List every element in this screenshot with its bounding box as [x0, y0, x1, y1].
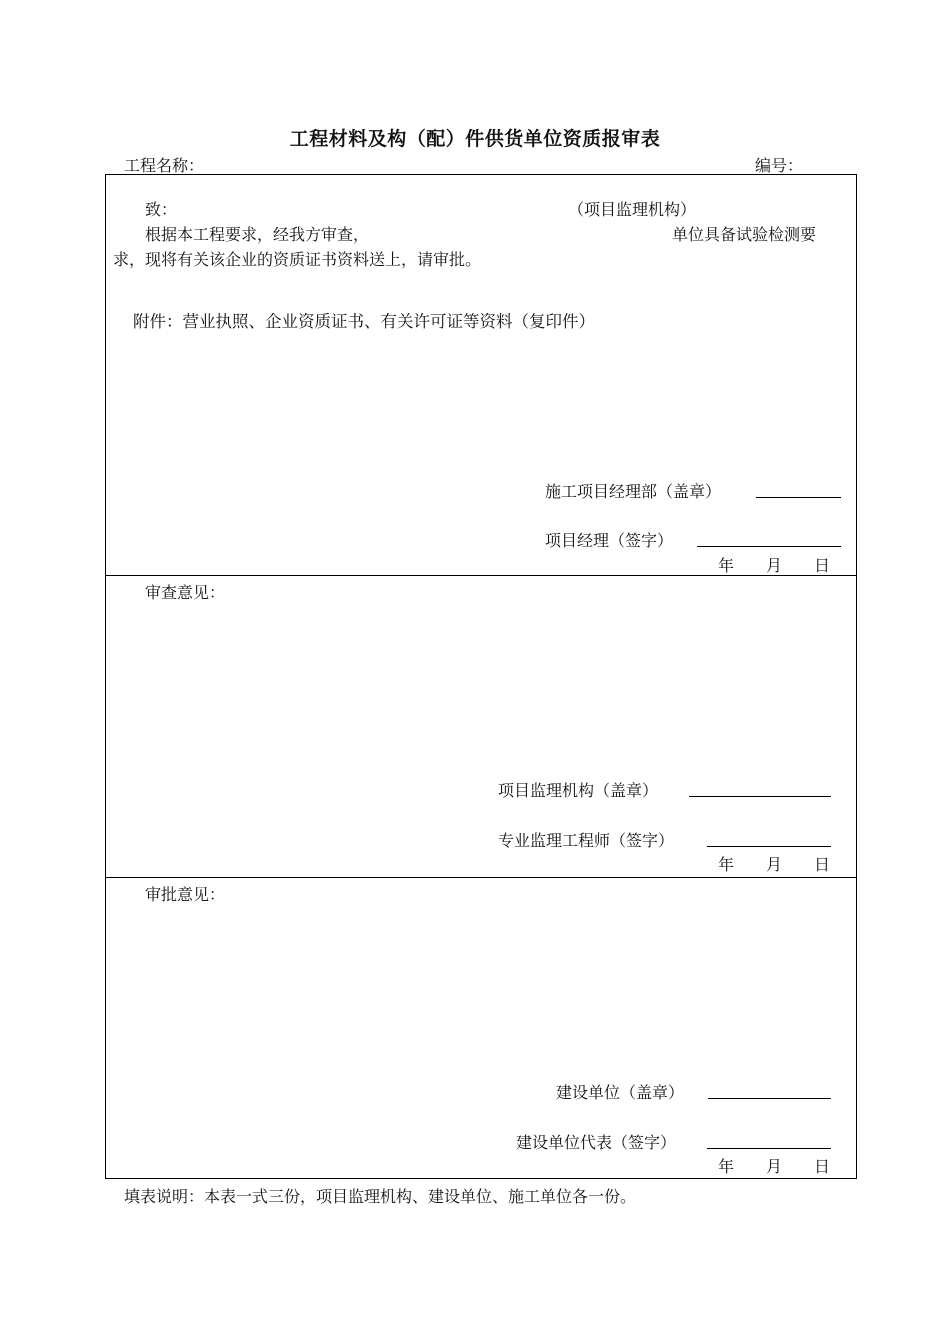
owner-seal-label: 建设单位（盖章）: [556, 1083, 685, 1102]
project-name-label: 工程名称：: [124, 156, 205, 175]
month-label: 月: [766, 556, 783, 575]
engineer-signature-label: 专业监理工程师（签字）: [498, 831, 675, 850]
supervision-seal-line[interactable]: [689, 796, 831, 797]
pm-signature-label: 项目经理（签字）: [545, 531, 674, 550]
section-divider-1: [105, 575, 857, 576]
owner-rep-signature-label: 建设单位代表（签字）: [516, 1133, 677, 1152]
date-row-3: [0, 1154, 950, 1174]
owner-rep-signature-line[interactable]: [707, 1148, 831, 1149]
section-divider-2: [105, 877, 857, 878]
page-title: 工程材料及构（配）件供货单位资质报审表: [289, 128, 661, 150]
year-label: 年: [718, 855, 735, 874]
day-label: 日: [814, 855, 831, 874]
number-label: 编号：: [755, 156, 804, 175]
pm-signature-line[interactable]: [697, 546, 841, 547]
year-label: 年: [718, 556, 735, 575]
month-label: 月: [766, 1157, 783, 1176]
engineer-signature-line[interactable]: [707, 846, 831, 847]
date-row-2: [0, 852, 950, 872]
body-text-line1-right: 单位具备试验检测要: [672, 225, 817, 244]
approval-heading: 审批意见：: [145, 885, 226, 904]
attachment-note: 附件：营业执照、企业资质证书、有关许可证等资料（复印件）: [133, 312, 595, 331]
day-label: 日: [814, 1157, 831, 1176]
body-text-line2: 求，现将有关该企业的资质证书资料送上，请审批。: [113, 250, 482, 269]
year-label: 年: [718, 1157, 735, 1176]
contractor-seal-line[interactable]: [756, 497, 841, 498]
month-label: 月: [766, 855, 783, 874]
review-heading: 审查意见：: [145, 583, 226, 602]
day-label: 日: [814, 556, 831, 575]
supervision-seal-label: 项目监理机构（盖章）: [498, 781, 659, 800]
contractor-seal-label: 施工项目经理部（盖章）: [545, 482, 722, 501]
date-row-1: [0, 553, 950, 573]
owner-seal-line[interactable]: [708, 1098, 831, 1099]
footnote: 填表说明：本表一式三份，项目监理机构、建设单位、施工单位各一份。: [124, 1187, 637, 1206]
supervision-org-label: （项目监理机构）: [568, 200, 697, 219]
to-label: 致：: [145, 200, 178, 219]
body-text-line1-left: 根据本工程要求，经我方审查，: [145, 225, 370, 244]
